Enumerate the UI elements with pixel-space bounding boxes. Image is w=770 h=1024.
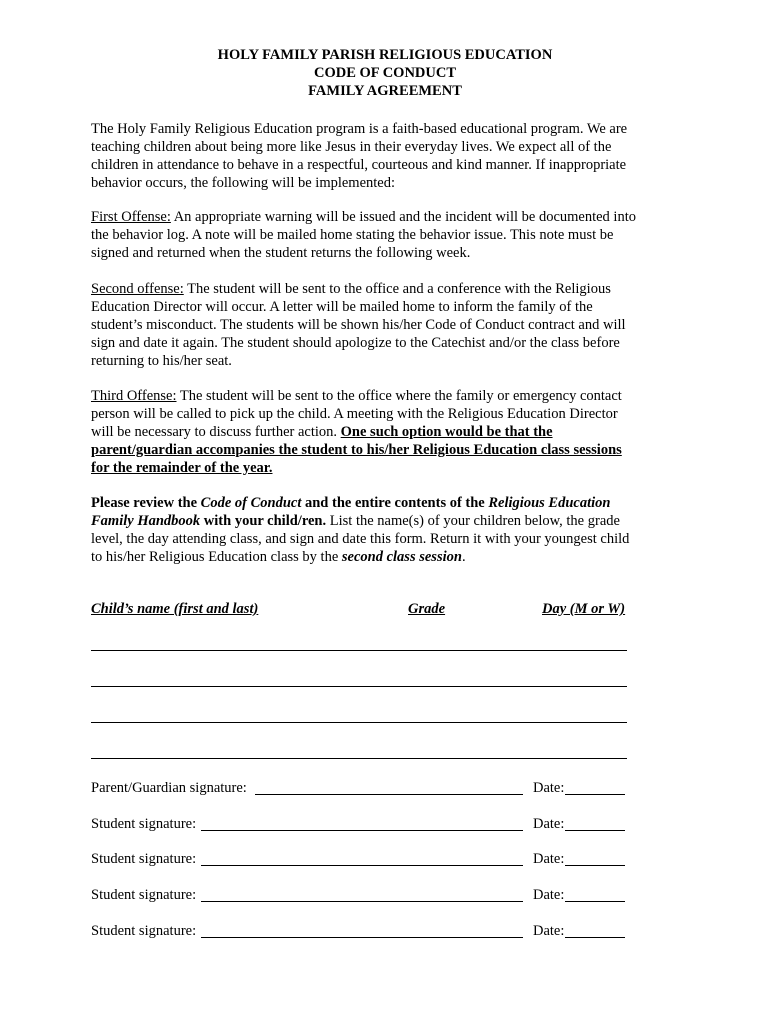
second-offense-paragraph bbox=[91, 280, 641, 370]
review-text-3: with your child/ren. bbox=[200, 513, 327, 529]
title-line-3: FAMILY AGREEMENT bbox=[308, 83, 462, 99]
student-signature-label: Student signature: bbox=[91, 923, 197, 939]
review-paragraph bbox=[91, 494, 641, 566]
student-signature-line[interactable] bbox=[201, 937, 523, 938]
child-name-column-header: Child’s name (first and last) bbox=[91, 601, 259, 617]
review-instructions: List the name(s) of your children below, the grade level, the day attending class, and sign and date this form. Return it with your youngest child to his/her Religious Education class by the bbox=[91, 513, 630, 565]
date-line[interactable] bbox=[565, 830, 625, 831]
second-offense-text: The student will be sent to the office and a conference with the Religious Education Director will occur. A letter will be mailed home to inform the family of the student’s misconduct. The students will be shown his/her Code of Conduct contract and will sign and date it again. The student should apologize to the Catechist and/or the class before returning to his/her seat. bbox=[91, 281, 626, 369]
parent-signature-line[interactable] bbox=[255, 794, 523, 795]
title-line-1: HOLY FAMILY PARISH RELIGIOUS EDUCATION bbox=[217, 47, 553, 63]
first-offense-text: An appropriate warning will be issued and the incident will be documented into the behavior log. A note will be mailed home stating the behavior issue. This note must be signed and returned when the student returns the following week. bbox=[91, 209, 636, 261]
student-signature-label: Student signature: bbox=[91, 887, 197, 903]
grade-column-header: Grade bbox=[408, 601, 446, 617]
first-offense-label: First Offense: bbox=[91, 209, 171, 225]
title-line-2: CODE OF CONDUCT bbox=[313, 65, 457, 81]
form-title bbox=[0, 46, 770, 100]
date-line[interactable] bbox=[565, 865, 625, 866]
day-column-header: Day (M or W) bbox=[542, 601, 626, 617]
third-offense-paragraph bbox=[91, 387, 641, 477]
student-signature-row bbox=[91, 886, 627, 904]
child-entry-line[interactable] bbox=[91, 686, 627, 687]
third-offense-text: The student will be sent to the office where the family or emergency contact person will be called to pick up the child. A meeting with the Religious Education Director will be necessary to discuss further action. bbox=[91, 388, 622, 440]
student-signature-row bbox=[91, 815, 627, 833]
date-label: Date: bbox=[533, 780, 565, 796]
third-offense-label: Third Offense: bbox=[91, 388, 177, 404]
date-label: Date: bbox=[533, 887, 565, 903]
parent-signature-label: Parent/Guardian signature: bbox=[91, 780, 247, 796]
review-text-2: and the entire contents of the bbox=[301, 495, 489, 511]
review-code-of-conduct: Code of Conduct bbox=[200, 495, 302, 511]
third-offense-emphasis: One such option would be that the parent/guardian accompanies the student to his/her Religious Education class sessions for the remainder of the year. bbox=[91, 424, 622, 476]
intro-paragraph: The Holy Family Religious Education program is a faith-based educational program. We are teaching children about being more like Jesus in their everyday lives. We expect all of the children in attendance to behave in a respectful, courteous and kind manner. If inappropriate behavior occurs, the following will be implemented: bbox=[91, 121, 628, 191]
second-offense-label: Second offense: bbox=[91, 281, 184, 297]
student-signature-row bbox=[91, 922, 627, 940]
student-signature-line[interactable] bbox=[201, 830, 523, 831]
review-text-1: Please review the bbox=[91, 495, 201, 511]
date-label: Date: bbox=[533, 923, 565, 939]
parent-signature-row bbox=[91, 779, 627, 797]
date-label: Date: bbox=[533, 851, 565, 867]
student-signature-line[interactable] bbox=[201, 901, 523, 902]
date-label: Date: bbox=[533, 816, 565, 832]
date-line[interactable] bbox=[565, 901, 625, 902]
child-entry-line[interactable] bbox=[91, 650, 627, 651]
student-signature-line[interactable] bbox=[201, 865, 523, 866]
child-entry-line[interactable] bbox=[91, 758, 627, 759]
student-signature-label: Student signature: bbox=[91, 851, 197, 867]
first-offense-paragraph bbox=[91, 208, 641, 262]
date-line[interactable] bbox=[565, 937, 625, 938]
review-period: . bbox=[461, 549, 466, 565]
review-deadline: second class session bbox=[341, 549, 462, 565]
student-signature-row bbox=[91, 850, 627, 868]
date-line[interactable] bbox=[565, 794, 625, 795]
review-handbook: Religious Education Family Handbook bbox=[91, 495, 611, 529]
child-entry-line[interactable] bbox=[91, 722, 627, 723]
student-signature-label: Student signature: bbox=[91, 816, 197, 832]
